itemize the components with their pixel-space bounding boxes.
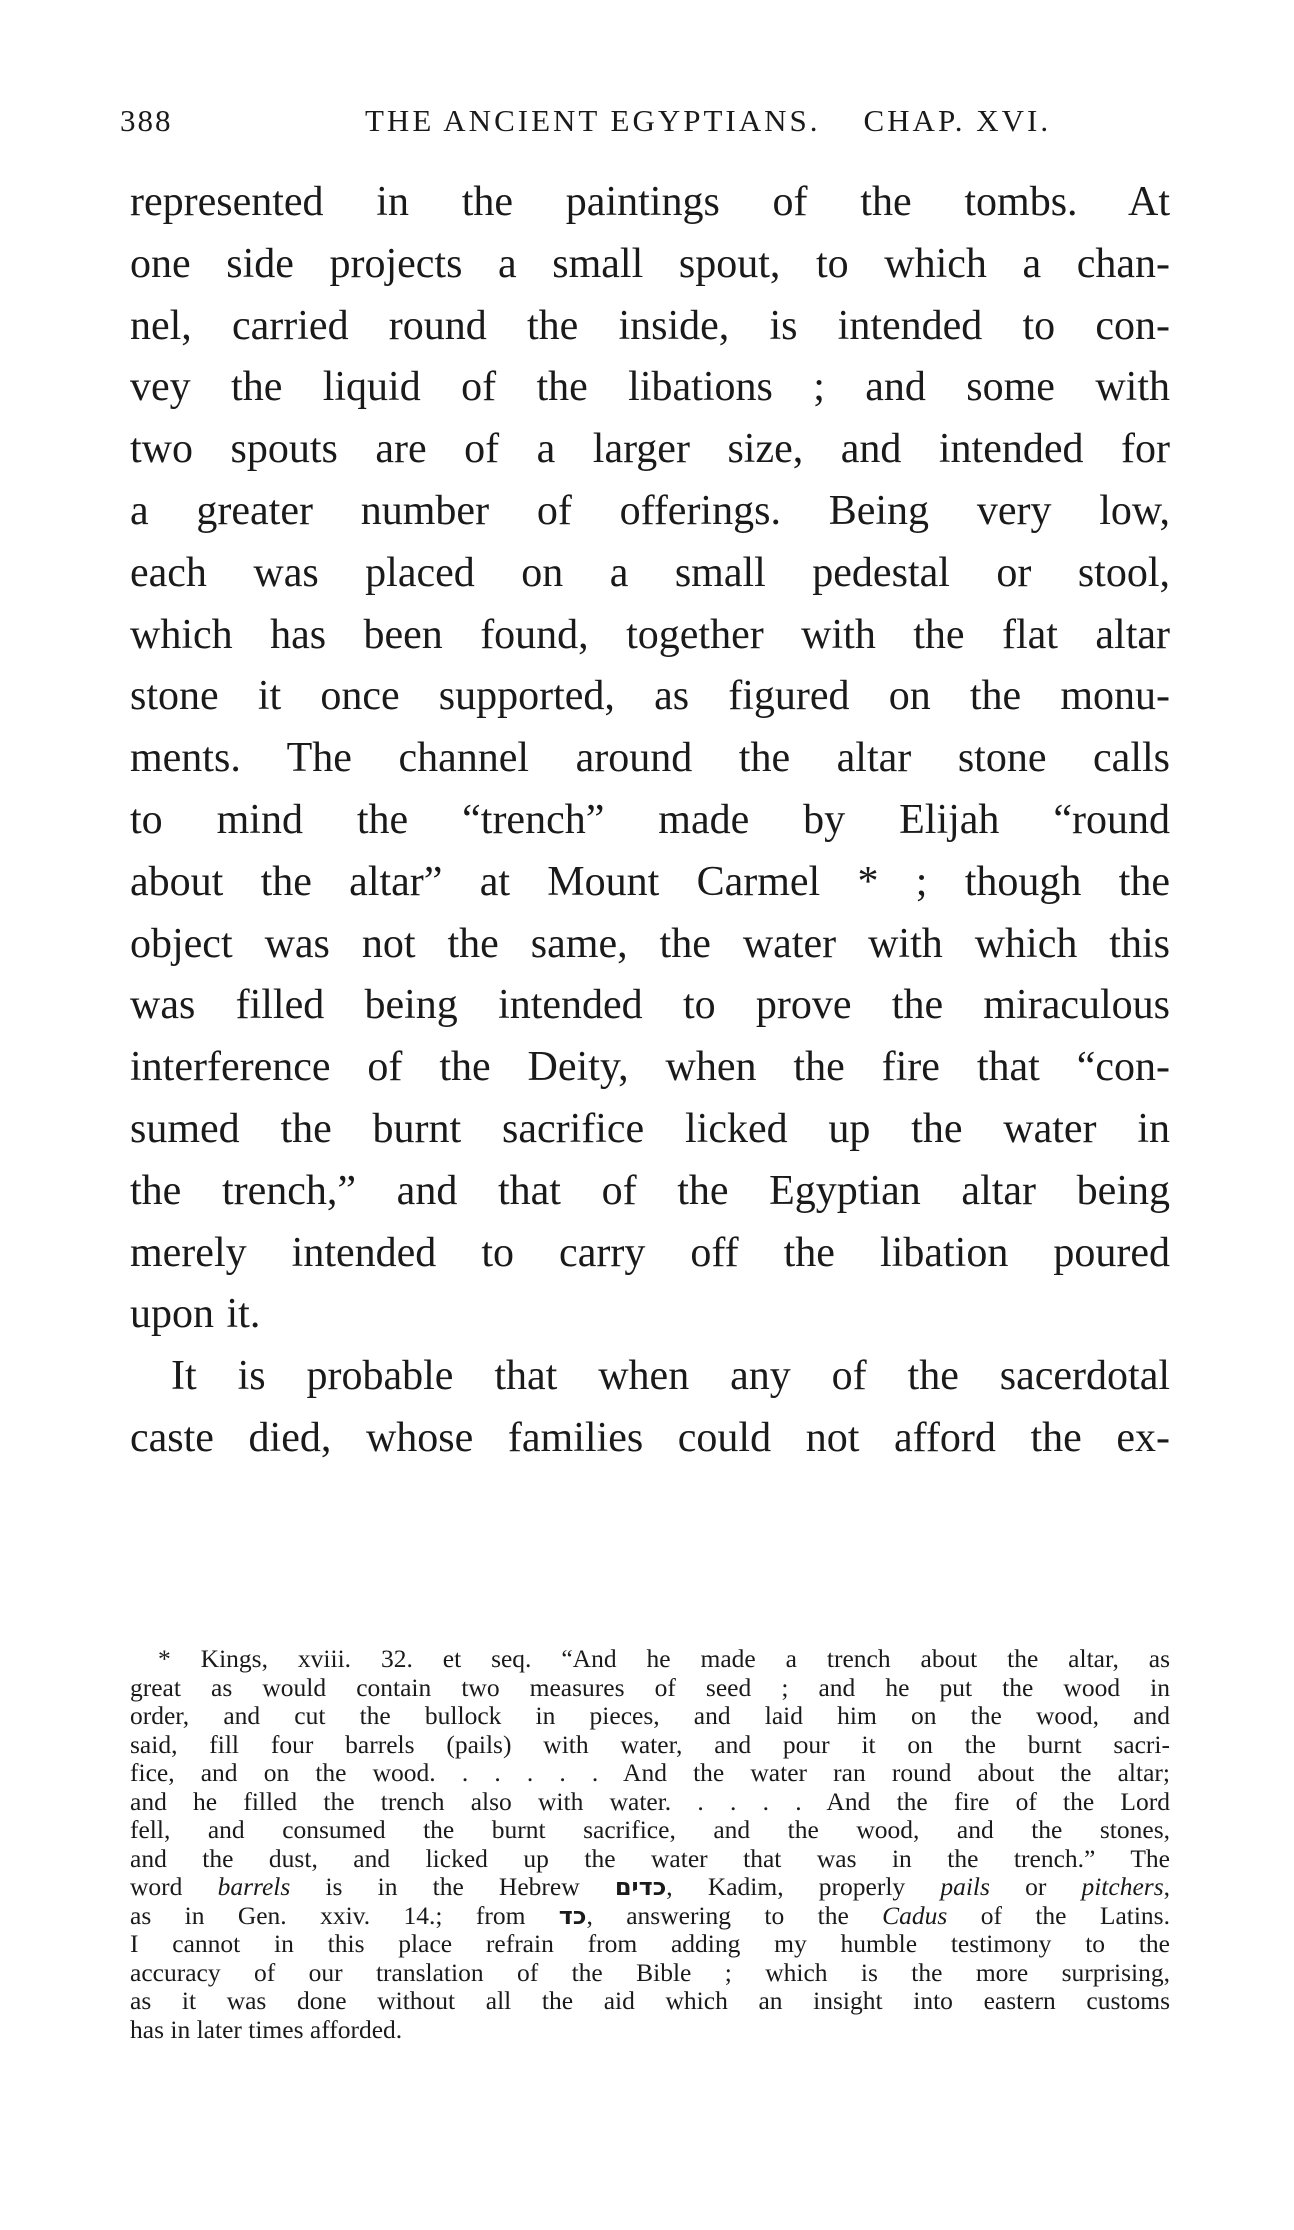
body-line: interference of the Deity, when the fire that “con- <box>130 1044 1170 1091</box>
body-line: one side projects a small spout, to which a chan- <box>130 240 1170 287</box>
body-line: two spouts are of a larger size, and intended for <box>130 426 1170 473</box>
body-line: upon it. <box>130 1291 261 1338</box>
body-line: nel, carried round the inside, is intended to con- <box>130 302 1170 349</box>
body-text <box>130 172 1170 1470</box>
footnote-line <box>130 1902 1170 1931</box>
footnote-line: has in later times afforded. <box>130 2014 403 2044</box>
footnote-line: great as would contain two measures of seed ; and he put the wood in <box>130 1672 1170 1702</box>
footnote-line: I cannot in this place refrain from adding my humble testimony to the <box>130 1929 1170 1958</box>
footnote-line: said, fill four barrels (pails) with water, and pour it on the burnt sacri- <box>130 1729 1170 1759</box>
footnote-line: as it was done without all the aid which an insight into eastern customs <box>130 1986 1170 2015</box>
footnote-text: word <box>130 1872 218 1901</box>
running-title: THE ANCIENT EGYPTIANS. CHAP. XVI. <box>365 103 1052 138</box>
footnote-line <box>130 1873 1170 1902</box>
body-line: which has been found, together with the flat altar <box>130 611 1170 658</box>
body-line: ments. The channel around the altar stone calls <box>130 735 1170 782</box>
footnote-italic-word: pails <box>940 1872 990 1901</box>
footnote-line: order, and cut the bullock in pieces, and laid him on the wood, and <box>130 1701 1170 1730</box>
body-line: about the altar” at Mount Carmel * ; though the <box>130 858 1170 905</box>
footnote-italic-word: barrels <box>217 1872 291 1901</box>
footnote-italic-word: Cadus <box>882 1900 948 1930</box>
footnote-text: or <box>989 1872 1082 1901</box>
footnote-line: and the dust, and licked up the water that was in the trench.” The <box>130 1843 1170 1873</box>
hebrew-word: כדים <box>614 1873 667 1901</box>
footnote-text: of the Latins. <box>947 1900 1170 1930</box>
body-line: object was not the same, the water with which this <box>130 920 1170 967</box>
body-line: the trench,” and that of the Egyptian altar being <box>130 1167 1170 1214</box>
page-number: 388 <box>120 103 173 138</box>
body-line: a greater number of offerings. Being very low, <box>130 487 1170 534</box>
footnote-text: is in the Hebrew <box>290 1872 615 1901</box>
body-line: was filled being intended to prove the miraculous <box>130 982 1170 1029</box>
running-header <box>120 103 1180 153</box>
body-line: to mind the “trench” made by Elijah “round <box>130 796 1170 843</box>
footnote-line: * Kings, xviii. 32. et seq. “And he made a trench about the altar, as <box>158 1644 1170 1673</box>
body-line: each was placed on a small pedestal or stool, <box>130 549 1170 596</box>
body-line: represented in the paintings of the tombs. At <box>130 179 1170 225</box>
body-line: It is probable that when any of the sacerdotal <box>171 1353 1170 1400</box>
footnote-text: , Kadim, properly <box>666 1872 941 1901</box>
footnote-line: fell, and consumed the burnt sacrifice, and the wood, and the stones, <box>130 1815 1170 1844</box>
footnote-text: , <box>1163 1872 1170 1901</box>
footnote-italic-word: pitchers <box>1081 1872 1164 1901</box>
footnote-text: as in Gen. xxiv. 14.; from <box>130 1900 559 1930</box>
footnote-text: , answering to the <box>586 1900 883 1930</box>
body-line: sumed the burnt sacrifice licked up the water in <box>130 1105 1170 1152</box>
footnote-line: accuracy of our translation of the Bible ; which is the more surprising, <box>130 1957 1170 1987</box>
footnote-line: and he filled the trench also with water. . . . . And the fire of the Lord <box>130 1786 1170 1816</box>
body-line: caste died, whose families could not afford the ex- <box>130 1414 1170 1461</box>
hebrew-word: כד <box>558 1901 587 1930</box>
body-line: merely intended to carry off the libation poured <box>130 1229 1170 1276</box>
body-line: stone it once supported, as figured on the monu- <box>130 673 1170 720</box>
body-line: vey the liquid of the libations ; and some with <box>130 364 1170 411</box>
footnote <box>130 1645 1170 2044</box>
footnote-line: fice, and on the wood. . . . . . And the water ran round about the altar; <box>130 1758 1170 1787</box>
